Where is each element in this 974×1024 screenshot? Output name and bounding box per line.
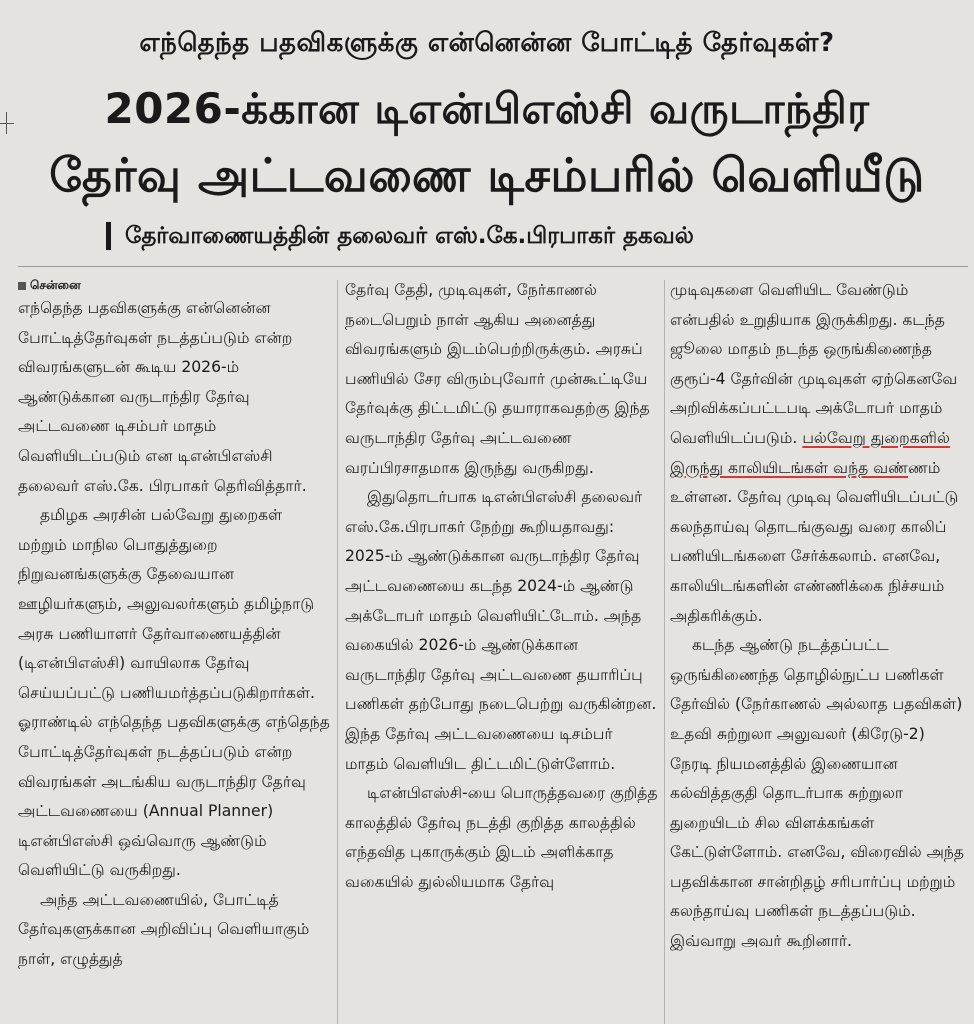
dateline-square-icon (18, 282, 26, 290)
header-divider (18, 266, 968, 267)
column-divider (664, 280, 665, 1024)
headline-line-2: தேர்வு அட்டவணை டிசம்பரில் வெளியீடு (49, 148, 925, 202)
paragraph (670, 276, 970, 631)
dateline (18, 276, 333, 294)
text-run: முடிவுகளை வெளியிட வேண்டும் என்பதில் உறுதியாக இருக்கிறது. கடந்த ஜூலை மாதம் நடந்த ஒருங்கிணைந்த குரூப்-4 தேர்வின் முடிவுகள் ஏற்கெனவே அறிவிக்கப்பட்டபடி அக்டோபர் மாதம் வெளியிடப்படும். (670, 281, 958, 447)
article-column-1 (18, 276, 333, 1024)
text-run: ணம் உள்ளன. தேர்வு முடிவு வெளியிடப்பட்டு கலந்தாய்வு தொடங்குவது வரை காலிப் பணியிடங்களை சேர்க்கலாம். எனவே, காலியிடங்களின் எண்ணிக்கை நிச்சயம் அதிகரிக்கும். (670, 458, 959, 625)
paragraph: டிஎன்பிஎஸ்சி-யை பொருத்தவரை குறித்த காலத்தில் தேர்வு நடத்தி குறித்த காலத்தில் எந்தவித புகாருக்கும் இடம் அளிக்காத வகையில் துல்லியமாக தேர்வு (345, 784, 658, 891)
headline-line-1: 2026-க்கான டிஎன்பிஎஸ்சி வருடாந்திர (104, 84, 870, 133)
paragraph: கடந்த ஆண்டு நடத்தப்பட்ட ஒருங்கிணைந்த தொழில்நுட்ப பணிகள் தேர்வில் (நேர்காணல் அல்லாத பதவிகள்) உதவி சுற்றுலா அலுவலர் (கிரேடு-2) நேரடி நியமனத்தில் இணையான கல்வித்தகுதி தொடர்பாக சுற்றுலா துறையிடம் சில விளக்கங்கள் கேட்டுள்ளோம். எனவே, விரைவில் அந்த பதவிக்கான சான்றிதழ் சரிபார்ப்பு மற்றும் கலந்தாய்வு பணிகள் நடத்தப்படும். இவ்வாறு அவர் கூறினார். (670, 636, 965, 951)
dateline-text: சென்னை (30, 278, 81, 292)
paragraph: இதுதொடர்பாக டிஎன்பிஎஸ்சி தலைவர் எஸ்.கே.பிரபாகர் நேற்று கூறியதாவது: 2025-ம் ஆண்டுக்கான வருடாந்திர தேர்வு அட்டவணையை கடந்த 2024-ம் ஆண்டு அக்டோபர் மாதம் வெளியிட்டோம். அந்த வகையில் 2026-ம் ஆண்டுக்கான வருடாந்திர தேர்வு அட்டவணை தயாரிப்பு பணிகள் தற்போது நடைபெற்று வருகின்றன. இந்த தேர்வு அட்டவணையை டிசம்பர் மாதம் வெளியிட திட்டமிட்டுள்ளோம். (345, 488, 657, 773)
paragraph: அந்த அட்டவணையில், போட்டித் தேர்வுகளுக்கான அறிவிப்பு வெளியாகும் நாள், எழுத்துத் (18, 890, 310, 969)
subheadline: தேர்வாணையத்தின் தலைவர் எஸ்.கே.பிரபாகர் தகவல் (106, 222, 694, 250)
paragraph: தேர்வு தேதி, முடிவுகள், நேர்காணல் நடைபெறும் நாள் ஆகிய அனைத்து விவரங்களும் இடம்பெற்றிருக்கும். அரசுப் பணியில் சேர விரும்புவோர் முன்கூட்டியே தேர்வுக்கு திட்டமிட்டு தயாராகவதற்கு இந்த வருடாந்திர தேர்வு அட்டவணை வரப்பிரசாதமாக இருந்து வருகிறது. (345, 281, 650, 477)
paragraph: எந்தெந்த பதவிகளுக்கு என்னென்ன போட்டித்தேர்வுகள் நடத்தப்படும் என்ற விவரங்களுடன் கூடிய 2026-ம் ஆண்டுக்கான வருடாந்திர தேர்வு அட்டவணை டிசம்பர் மாதம் வெளியிடப்படும் என டிஎன்பிஎஸ்சி தலைவர் எஸ்.கே. பிரபாகர் தெரிவித்தார். (18, 299, 307, 495)
column-divider (337, 280, 338, 1024)
highlighted-text: பல்வேறு துறைகளில் இருந்து காலியிடங்கள் வந்த வண் (670, 428, 950, 477)
paragraph: தமிழக அரசின் பல்வேறு துறைகள் மற்றும் மாநில பொதுத்துறை நிறுவனங்களுக்கு தேவையான ஊழியர்களும், அலுவலர்களும் தமிழ்நாடு அரசு பணியாளர் தேர்வாணையத்தின் (டிஎன்பிஎஸ்சி) வாயிலாக தேர்வு செய்யப்பட்டு பணியமர்த்தப்படுகிறார்கள். ஓராண்டில் எந்தெந்த பதவிகளுக்கு எந்தெந்த போட்டித்தேர்வுகள் நடத்தப்படும் என்ற விவரங்கள் அடங்கிய வருடாந்திர தேர்வு அட்டவணையை (Annual Planner) டிஎன்பிஎஸ்சி ஒவ்வொரு ஆண்டும் வெளியிட்டு வருகிறது. (18, 506, 330, 880)
kicker-headline: எந்தெந்த பதவிகளுக்கு என்னென்ன போட்டித் தேர்வுகள்? (139, 28, 835, 58)
article-column-2 (345, 276, 660, 1024)
article-column-3 (670, 276, 970, 1024)
